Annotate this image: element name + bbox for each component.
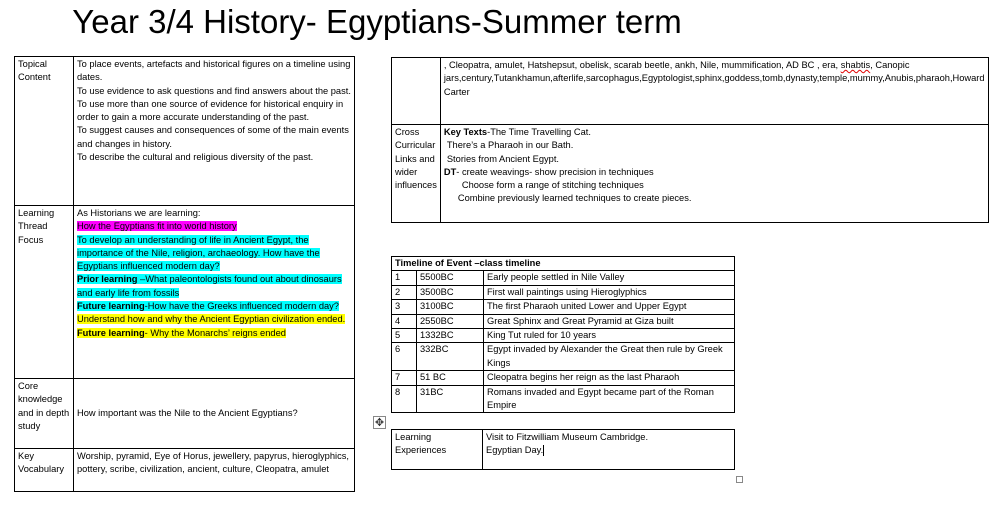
timeline-date: 3100BC <box>417 300 484 314</box>
thread-develop-highlight: To develop an understanding of life in Ancient Egypt, the importance of the Nile, religion, archaeology. How have the Egyptians influenced modern day? <box>77 234 320 272</box>
cross-curricular-label: Cross Curricular Links and wider influences <box>392 125 441 223</box>
timeline-number: 8 <box>392 385 417 413</box>
timeline-date: 3500BC <box>417 285 484 299</box>
table-resize-handle-icon[interactable] <box>736 476 743 483</box>
vocab-misspelled-word: shabtis <box>840 60 871 70</box>
key-texts-text: -The Time Travelling Cat. <box>487 127 591 137</box>
timeline-number: 5 <box>392 329 417 343</box>
key-vocabulary-text: Worship, pyramid, Eye of Horus, jewellery, papyrus, hieroglyphics, pottery, scribe, civilization, ancient, culture, Cleopatra, amulet <box>77 451 349 475</box>
table-row <box>15 206 355 379</box>
experiences-table <box>391 429 735 470</box>
timeline-table <box>391 256 735 413</box>
experience-line: Egyptian Day. <box>486 445 544 456</box>
table-row <box>392 300 735 314</box>
timeline-event[interactable]: Early people settled in Nile Valley <box>484 271 735 285</box>
vocab-continuation-a: , Cleopatra, amulet, Hatshepsut, obelisk, scarab beetle, ankh, Nile, mummification, AD BC , era, <box>443 60 841 70</box>
timeline-header-row <box>392 257 735 271</box>
vocab-continuation-cell[interactable] <box>440 58 988 125</box>
topical-line: To use evidence to ask questions and find answers about the past. <box>77 85 351 96</box>
table-row <box>392 385 735 413</box>
table-row <box>392 58 989 125</box>
timeline-event[interactable]: Egypt invaded by Alexander the Great then rule by Greek Kings <box>484 343 735 371</box>
key-text-line: Stories from Ancient Egypt. <box>446 153 559 164</box>
future-learning-text: -How have the Greeks influenced modern day? <box>144 301 339 312</box>
timeline-number: 3 <box>392 300 417 314</box>
core-knowledge-text: How important was the Nile to the Ancient Egyptians? <box>77 407 298 418</box>
table-row <box>392 329 735 343</box>
timeline-event[interactable]: Cleopatra begins her reign as the last Pharaoh <box>484 371 735 385</box>
timeline-number: 1 <box>392 271 417 285</box>
table-row <box>392 285 735 299</box>
table-move-handle-icon[interactable]: ✥ <box>374 417 385 429</box>
learning-thread-label: Learning Thread Focus <box>15 206 74 379</box>
prior-learning-label: Prior learning <box>77 274 138 285</box>
timeline-event[interactable]: Romans invaded and Egypt became part of the Roman Empire <box>484 385 735 413</box>
timeline-number: 7 <box>392 371 417 385</box>
timeline-number: 4 <box>392 314 417 328</box>
cross-curricular-cell[interactable] <box>440 125 988 223</box>
dt-label: DT <box>443 166 457 177</box>
timeline-date: 2550BC <box>417 314 484 328</box>
key-vocabulary-cell[interactable] <box>74 449 355 492</box>
topical-line: To use more than one source of evidence for historical enquiry in order to gain a more accurate understanding of the past. <box>77 98 344 123</box>
text-cursor <box>543 445 544 456</box>
table-row <box>392 371 735 385</box>
learning-experiences-cell[interactable] <box>483 430 735 470</box>
dt-line: Combine previously learned techniques to create pieces. <box>457 193 692 204</box>
table-row <box>392 125 989 223</box>
core-knowledge-label: Core knowledge and in depth study <box>15 379 74 449</box>
dt-line: Choose form a range of stitching techniques <box>461 180 644 191</box>
future-learning-label: Future learning <box>77 301 145 312</box>
experience-line: Visit to Fitzwilliam Museum Cambridge. <box>486 432 649 442</box>
timeline-number: 6 <box>392 343 417 371</box>
vocab-continuation-b: , Canopic jars,century,Tutankhamun,afterlife,sarcophagus,Egyptologist,sphinx,goddess,tomb,dynasty,temple,mummy,Anubis,pharaoh,Howard Carter <box>443 60 985 97</box>
table-row <box>15 379 355 449</box>
table-row <box>392 314 735 328</box>
timeline-number: 2 <box>392 285 417 299</box>
table-row <box>15 449 355 492</box>
timeline-date: 1332BC <box>417 329 484 343</box>
dt-text: - create weavings- show precision in techniques <box>456 166 654 177</box>
topical-line: To describe the cultural and religious diversity of the past. <box>77 152 314 163</box>
timeline-event[interactable]: The first Pharaoh united Lower and Upper Egypt <box>484 300 735 314</box>
future-learning-label-2: Future learning <box>77 327 145 338</box>
prior-learning-text: –What paleontologists found out about dinosaurs and early life from fossils <box>77 274 342 298</box>
table-row <box>392 430 735 470</box>
timeline-header: Timeline of Event –class timeline <box>392 257 735 271</box>
key-text-line: There’s a Pharaoh in our Bath. <box>446 140 574 151</box>
timeline-event[interactable]: First wall paintings using Hieroglyphics <box>484 285 735 299</box>
thread-fit-highlight: How the Egyptians fit into world history <box>77 221 237 232</box>
timeline-event[interactable]: Great Sphinx and Great Pyramid at Giza built <box>484 314 735 328</box>
table-row <box>392 343 735 371</box>
curriculum-table <box>14 56 355 492</box>
table-row <box>15 57 355 206</box>
learning-experiences-label: Learning Experiences <box>392 430 483 470</box>
page-title: Year 3/4 History- Egyptians-Summer term <box>72 3 682 40</box>
future-learning-text-2: - Why the Monarchs’ reigns ended <box>144 327 286 338</box>
topical-content-label: Topical Content <box>15 57 74 206</box>
timeline-date: 51 BC <box>417 371 484 385</box>
learning-thread-cell[interactable] <box>74 206 355 379</box>
core-knowledge-cell[interactable] <box>74 379 355 449</box>
thread-understand-highlight: Understand how and why the Ancient Egyptian civilization ended. <box>77 314 346 325</box>
key-texts-label: Key Texts <box>443 127 488 137</box>
thread-intro: As Historians we are learning: <box>77 208 201 218</box>
timeline-date: 31BC <box>417 385 484 413</box>
topical-line: To place events, artefacts and historical figures on a timeline using dates. <box>77 59 351 83</box>
table-row <box>392 271 735 285</box>
empty-label-cell <box>392 58 441 125</box>
topical-content-cell[interactable] <box>74 57 355 206</box>
timeline-event[interactable]: King Tut ruled for 10 years <box>484 329 735 343</box>
timeline-date: 332BC <box>417 343 484 371</box>
vocab-cross-table <box>391 57 989 223</box>
topical-line: To suggest causes and consequences of some of the main events and changes in history. <box>77 125 349 149</box>
key-vocabulary-label: Key Vocabulary <box>15 449 74 492</box>
timeline-date: 5500BC <box>417 271 484 285</box>
